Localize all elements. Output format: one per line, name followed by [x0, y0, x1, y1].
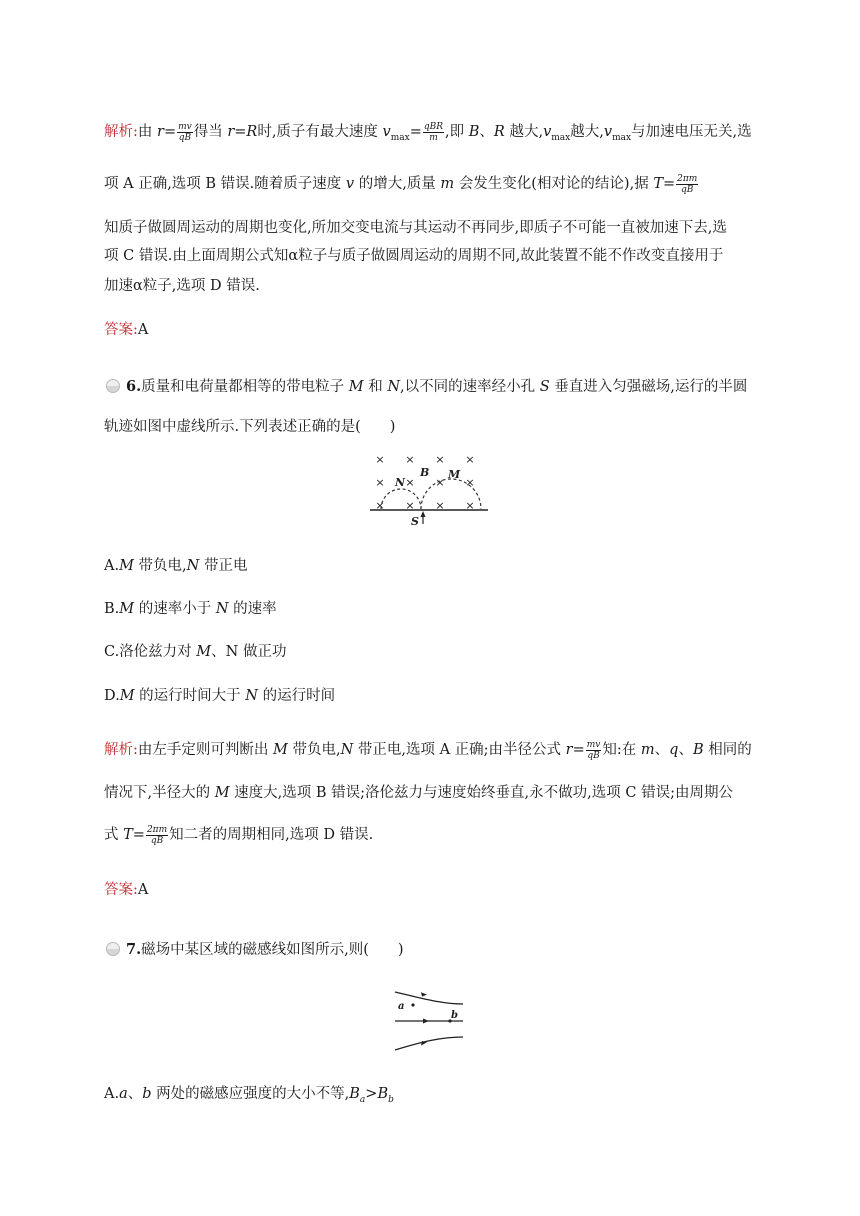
- cross-mark: ×: [405, 499, 415, 512]
- explanation-5-line-4: 项 C 错误.由上面周期公式知α粒子与质子做圆周运动的周期不同,故此装置不能不作改变直接用于: [104, 248, 724, 264]
- cross-mark: ×: [465, 453, 475, 466]
- explanation-6-line-3: 式 T= $\frac{2\pi m}{qB}$ 知二者的周期相同,选项 D 错误.: [104, 824, 374, 846]
- cross-mark: ×: [435, 453, 445, 466]
- label-B: B: [420, 466, 430, 479]
- explanation-label: 解析:: [104, 742, 138, 758]
- question-number: 6.: [126, 378, 142, 395]
- cross-mark: ×: [375, 476, 385, 489]
- question-6-line-2: 轨迹如图中虚线所示.下列表述正确的是( ): [104, 419, 396, 435]
- cross-mark: ×: [465, 476, 475, 489]
- cross-mark: ×: [375, 499, 385, 512]
- label-b: b: [451, 1010, 458, 1021]
- question-marker-icon: [104, 379, 124, 393]
- fraction: $\frac{mv}{qB}$: [586, 739, 601, 761]
- cross-mark: ×: [405, 453, 415, 466]
- cross-mark: ×: [435, 476, 445, 489]
- question-7-line-1: 7.磁场中某区域的磁感线如图所示,则( ): [104, 938, 404, 959]
- fraction: $\frac{mv}{qB}$: [178, 121, 192, 143]
- field-line-top: [395, 992, 463, 1004]
- explanation-5-line-2: 项 A 正确,选项 B 错误.随着质子速度 v 的增大,质量 m 会发生变化(相对论的结论),据 T= $\frac{2\pi m}{qB}$: [104, 173, 698, 195]
- option-6-D[interactable]: D.M 的运行时间大于 N 的运行时间: [104, 688, 336, 704]
- cross-mark: ×: [465, 499, 475, 512]
- explanation-6-line-2: 情况下,半径大的 M 速度大,选项 B 错误;洛伦兹力与速度始终垂直,永不做功,选项 C 错误;由周期公: [104, 785, 733, 801]
- option-6-A[interactable]: A.M 带负电,N 带正电: [104, 558, 248, 574]
- fraction: $\frac{2\pi m}{qB}$: [146, 824, 168, 846]
- question-number: 7.: [126, 941, 142, 958]
- option-6-C[interactable]: C.洛伦兹力对 M、N 做正功: [104, 644, 287, 660]
- cross-mark: ×: [375, 453, 385, 466]
- field-line-bottom: [395, 1037, 463, 1050]
- option-7-A[interactable]: A.a、b 两处的磁感应强度的大小不等$,B_a>B_b$: [104, 1086, 394, 1105]
- explanation-5-line-5: 加速α粒子,选项 D 错误.: [104, 278, 260, 294]
- answer-value: A: [137, 882, 149, 898]
- explanation-5-line-1: 解析:由 r= $\frac{mv}{qB}$ 得当 r=R时,质子有最大速度 $v_{max}=$ $\frac{\text{qBR}}{m}$ ,即 B、R 越大$,v_{max}$越大$,v_{max}$与加速电压无关,选: [104, 121, 752, 143]
- label-M: M: [448, 468, 461, 481]
- explanation-6-line-1: 解析:由左手定则可判断出 M 带负电,N 带正电,选项 A 正确;由半径公式 r= $\frac{mv}{qB}$ 知:在 m、q、B 相同的: [104, 739, 752, 761]
- question-marker-icon: [104, 942, 124, 956]
- fraction: $\frac{2\pi m}{qB}$: [677, 173, 698, 195]
- explanation-label: 解析:: [104, 124, 138, 140]
- cross-mark: ×: [405, 476, 415, 489]
- label-N: N: [395, 476, 406, 489]
- magnetic-field-lines-figure: [393, 986, 467, 1054]
- label-S: S: [411, 515, 419, 528]
- answer-5: [104, 318, 148, 339]
- answer-6: [104, 878, 148, 899]
- magnetic-field-semicircle-figure: [368, 446, 492, 530]
- point-a: [411, 1003, 414, 1006]
- cross-mark: ×: [435, 499, 445, 512]
- answer-value: A: [137, 322, 149, 338]
- fraction: $\frac{\text{qBR}}{m}$: [423, 121, 444, 143]
- question-6-line-1: 6.质量和电荷量都相等的带电粒子 M 和 N,以不同的速率经小孔 S 垂直进入匀强磁场,运行的半圆: [104, 375, 747, 396]
- option-6-B[interactable]: B.M 的速率小于 N 的速率: [104, 601, 277, 617]
- trajectory-N: [381, 489, 421, 509]
- answer-label: 答案:: [104, 322, 138, 338]
- answer-label: 答案:: [104, 882, 138, 898]
- label-a: a: [398, 1001, 405, 1012]
- explanation-5-line-3: 知质子做圆周运动的周期也变化,所加交变电流与其运动不再同步,即质子不可能一直被加速下去,选: [104, 220, 727, 236]
